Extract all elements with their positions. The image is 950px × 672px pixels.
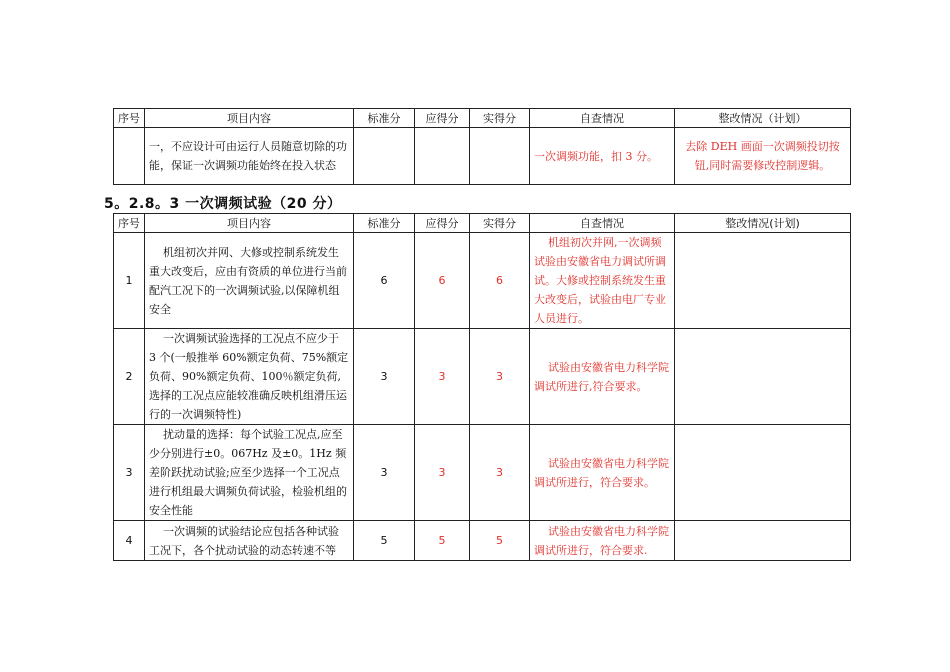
header-standard: 标准分 — [354, 109, 415, 128]
cell-standard: 3 — [354, 425, 415, 521]
header-no: 序号 — [114, 214, 145, 233]
header-standard: 标准分 — [354, 214, 415, 233]
header-actual: 实得分 — [470, 214, 530, 233]
cell-content: 一次调频试验选择的工况点不应少于 3 个(一般推举 60%额定负荷、75%额定负荷、90%额定负荷、100％额定负荷,选择的工况点应能较准确反映机组滑压运行的一次调频特性) — [145, 329, 354, 425]
table-primary-frequency-test — [113, 213, 851, 561]
cell-actual: 3 — [470, 329, 530, 425]
cell-self-check: 试验由安徽省电力科学院调试所进行，符合要求. — [530, 521, 675, 561]
table-row — [114, 329, 851, 425]
cell-content: 一次调频的试验结论应包括各种试验工况下，各个扰动试验的动态转速不等 — [145, 521, 354, 561]
cell-self-check: 机组初次并网,一次调频试验由安徽省电力调试所调试。大修或控制系统发生重大改变后，试验由电厂专业人员进行。 — [530, 233, 675, 329]
cell-deserved: 3 — [415, 329, 470, 425]
cell-deserved: 3 — [415, 425, 470, 521]
cell-content: 一，不应设计可由运行人员随意切除的功能，保证一次调频功能始终在投入状态 — [145, 128, 354, 185]
table-header-row — [114, 214, 851, 233]
table-row — [114, 128, 851, 185]
cell-standard — [354, 128, 415, 185]
table-continued — [113, 108, 851, 185]
header-deserved: 应得分 — [415, 109, 470, 128]
cell-standard: 6 — [354, 233, 415, 329]
cell-no: 1 — [114, 233, 145, 329]
cell-content: 机组初次并网、大修或控制系统发生重大改变后，应由有资质的单位进行当前配汽工况下的一次调频试验,以保障机组安全 — [145, 233, 354, 329]
cell-deserved: 6 — [415, 233, 470, 329]
header-actual: 实得分 — [470, 109, 530, 128]
cell-actual: 5 — [470, 521, 530, 561]
cell-deserved — [415, 128, 470, 185]
cell-rectification: 去除 DEH 画面一次调频投切按钮,同时需要修改控制逻辑。 — [675, 128, 851, 185]
header-content: 项目内容 — [145, 109, 354, 128]
cell-no — [114, 128, 145, 185]
cell-no: 3 — [114, 425, 145, 521]
cell-actual: 3 — [470, 425, 530, 521]
cell-rectification — [675, 425, 851, 521]
cell-standard: 3 — [354, 329, 415, 425]
cell-rectification — [675, 233, 851, 329]
table-row — [114, 521, 851, 561]
header-content: 项目内容 — [145, 214, 354, 233]
header-rectification: 整改情况(计划) — [675, 214, 851, 233]
header-self-check: 自查情况 — [530, 109, 675, 128]
cell-standard: 5 — [354, 521, 415, 561]
section-heading: 5。2.8。3 一次调频试验（20 分） — [104, 196, 342, 212]
cell-actual: 6 — [470, 233, 530, 329]
header-deserved: 应得分 — [415, 214, 470, 233]
cell-self-check: 试验由安徽省电力科学院调试所进行,符合要求。 — [530, 329, 675, 425]
header-no: 序号 — [114, 109, 145, 128]
table-row — [114, 425, 851, 521]
table-row — [114, 233, 851, 329]
cell-self-check: 一次调频功能，扣 3 分。 — [530, 128, 675, 185]
header-rectification: 整改情况（计划） — [675, 109, 851, 128]
cell-self-check: 试验由安徽省电力科学院调试所进行，符合要求。 — [530, 425, 675, 521]
cell-actual — [470, 128, 530, 185]
cell-rectification — [675, 521, 851, 561]
cell-no: 4 — [114, 521, 145, 561]
table-header-row — [114, 109, 851, 128]
header-self-check: 自查情况 — [530, 214, 675, 233]
cell-rectification — [675, 329, 851, 425]
cell-no: 2 — [114, 329, 145, 425]
cell-deserved: 5 — [415, 521, 470, 561]
cell-content: 扰动量的选择：每个试验工况点,应至少分别进行±0。067Hz 及±0。1Hz 频差阶跃扰动试验;应至少选择一个工况点进行机组最大调频负荷试验，检验机组的安全性能 — [145, 425, 354, 521]
